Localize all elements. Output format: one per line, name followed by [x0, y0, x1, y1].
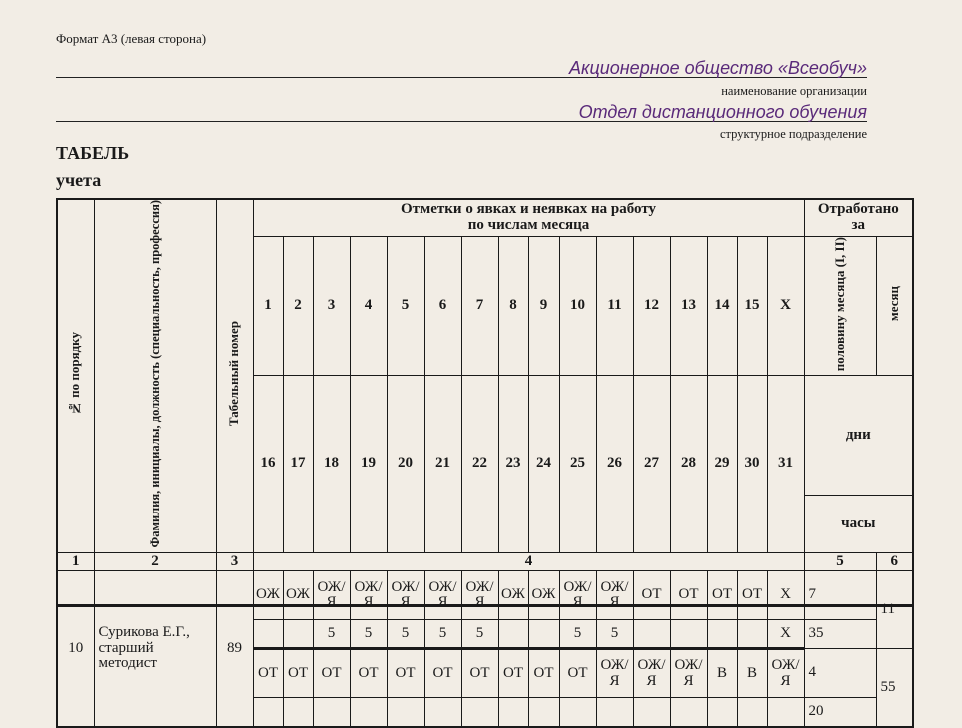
hours-cell	[707, 620, 737, 649]
colnum-3: 3	[216, 553, 253, 571]
hours-cell	[737, 620, 767, 649]
col-header-marks: Отметки о явках и неявках на работу по числам месяца	[253, 199, 804, 236]
hours-cell	[737, 698, 767, 727]
attendance-code-cell: ОЖ	[498, 571, 528, 620]
day-header-first: X	[767, 236, 804, 376]
colnum-6: 6	[876, 553, 913, 571]
attendance-code-cell: ОЖ	[253, 571, 283, 620]
attendance-code-cell: ОТ	[737, 571, 767, 620]
day-header-second: 19	[350, 376, 387, 553]
hours-cell	[528, 698, 559, 727]
day-header-second: 21	[424, 376, 461, 553]
attendance-code-cell: ОТ	[387, 649, 424, 698]
attendance-code-cell: ОТ	[559, 649, 596, 698]
day-header-second: 20	[387, 376, 424, 553]
day-header-first: 9	[528, 236, 559, 376]
day-header-second: 16	[253, 376, 283, 553]
month-hours: 55	[876, 649, 913, 727]
day-header-first: 12	[633, 236, 670, 376]
hours-cell: 5	[313, 620, 350, 649]
day-header-second: 18	[313, 376, 350, 553]
hours-cell	[253, 620, 283, 649]
day-header-second: 17	[283, 376, 313, 553]
day-header-first: 13	[670, 236, 707, 376]
hours-cell	[253, 698, 283, 727]
hours-cell	[633, 620, 670, 649]
day-header-second: 24	[528, 376, 559, 553]
day-header-first: 11	[596, 236, 633, 376]
colnum-4: 4	[253, 553, 804, 571]
hours-cell	[633, 698, 670, 727]
attendance-code-cell: ОТ	[707, 571, 737, 620]
day-header-first: 7	[461, 236, 498, 376]
hours-cell	[767, 698, 804, 727]
employee-name: Сурикова Е.Г., старший методист	[94, 571, 216, 727]
organization-name: Акционерное общество «Всеобуч»	[568, 58, 867, 78]
hours-cell	[461, 698, 498, 727]
day-header-second: 25	[559, 376, 596, 553]
attendance-code-cell: ОЖ	[528, 571, 559, 620]
attendance-code-cell: ОЖ/ Я	[767, 649, 804, 698]
day-header-second: 29	[707, 376, 737, 553]
day-header-first: 3	[313, 236, 350, 376]
col-header-month: месяц	[876, 236, 913, 376]
day-header-first: 8	[498, 236, 528, 376]
col-header-name: Фамилия, инициалы, должность (специальность, профессия)	[94, 199, 216, 553]
department-caption: структурное подразделение	[719, 127, 867, 141]
day-header-second: 28	[670, 376, 707, 553]
hours-cell: 5	[596, 620, 633, 649]
col-header-half: половину месяца (I, II)	[804, 236, 876, 376]
day-header-second: 26	[596, 376, 633, 553]
table-bottom-rule	[56, 604, 914, 607]
attendance-code-cell: ОЖ/ Я	[633, 649, 670, 698]
employee-tabnum: 89	[216, 571, 253, 727]
attendance-code-cell: ОТ	[253, 649, 283, 698]
attendance-code-cell: ОТ	[283, 649, 313, 698]
hours-cell	[313, 698, 350, 727]
attendance-code-cell: ОЖ/ Я	[387, 571, 424, 620]
hours-cell	[498, 698, 528, 727]
attendance-code-cell: ОТ	[633, 571, 670, 620]
hours-cell	[528, 620, 559, 649]
attendance-code-cell: ОЖ/ Я	[461, 571, 498, 620]
organization-caption: наименование организации	[721, 84, 867, 98]
day-header-first: 15	[737, 236, 767, 376]
day-header-first: 2	[283, 236, 313, 376]
hours-cell	[283, 620, 313, 649]
attendance-code-cell: ОТ	[528, 649, 559, 698]
day-header-first: 10	[559, 236, 596, 376]
attendance-code-cell: ОЖ/ Я	[350, 571, 387, 620]
hours-cell: 5	[350, 620, 387, 649]
hours-cell	[350, 698, 387, 727]
hours-cell: Х	[767, 620, 804, 649]
day-header-second: 23	[498, 376, 528, 553]
col-header-worked: Отработано за	[804, 199, 913, 236]
employee-num: 10	[57, 571, 94, 727]
attendance-code-cell: ОТ	[498, 649, 528, 698]
attendance-code-cell: ОЖ/ Я	[559, 571, 596, 620]
format-note: Формат А3 (левая сторона)	[56, 31, 207, 46]
day-header-second: 22	[461, 376, 498, 553]
attendance-code-cell: ОТ	[670, 571, 707, 620]
half2-days: 4	[804, 649, 876, 698]
colnum-2: 2	[94, 553, 216, 571]
day-header-second: 27	[633, 376, 670, 553]
day-header-first: 14	[707, 236, 737, 376]
timesheet-table	[56, 198, 914, 728]
hours-cell	[670, 620, 707, 649]
day-header-first: 6	[424, 236, 461, 376]
hours-cell: 5	[559, 620, 596, 649]
colnum-1: 1	[57, 553, 94, 571]
day-header-second: 30	[737, 376, 767, 553]
hours-cell	[283, 698, 313, 727]
half2-hours: 20	[804, 698, 876, 727]
day-header-first: 5	[387, 236, 424, 376]
hours-cell: 5	[461, 620, 498, 649]
department-name: Отдел дистанционного обучения	[578, 102, 867, 122]
attendance-code-cell: ОЖ/ Я	[596, 649, 633, 698]
attendance-code-cell: ОЖ/ Я	[313, 571, 350, 620]
day-header-first: 4	[350, 236, 387, 376]
hours-cell	[670, 698, 707, 727]
hours-cell: 5	[387, 620, 424, 649]
hours-cell	[596, 698, 633, 727]
day-header-second: 31	[767, 376, 804, 553]
colnum-5: 5	[804, 553, 876, 571]
hours-cell	[559, 698, 596, 727]
half1-days: 7	[804, 571, 876, 620]
half1-hours: 35	[804, 620, 876, 649]
attendance-code-cell: ОТ	[313, 649, 350, 698]
attendance-code-cell: ОЖ	[283, 571, 313, 620]
hours-cell	[424, 698, 461, 727]
hours-cell	[387, 698, 424, 727]
hours-cell	[707, 698, 737, 727]
attendance-code-cell: В	[737, 649, 767, 698]
attendance-code-cell: ОЖ/ Я	[424, 571, 461, 620]
attendance-code-cell: ОЖ/ Я	[596, 571, 633, 620]
attendance-code-cell: ОТ	[424, 649, 461, 698]
month-days: 11	[876, 571, 913, 649]
document-subtitle: учета	[56, 170, 102, 190]
hours-cell: 5	[424, 620, 461, 649]
hours-cell	[498, 620, 528, 649]
document-title: ТАБЕЛЬ	[56, 143, 130, 163]
attendance-code-cell: ОТ	[350, 649, 387, 698]
hours-label: часы	[804, 496, 913, 553]
attendance-code-cell: Х	[767, 571, 804, 620]
attendance-code-cell: ОТ	[461, 649, 498, 698]
days-label: дни	[804, 376, 913, 496]
attendance-code-cell: ОЖ/ Я	[670, 649, 707, 698]
col-header-tabnum: Табельный номер	[216, 199, 253, 553]
col-header-num: № по порядку	[57, 199, 94, 553]
attendance-code-cell: В	[707, 649, 737, 698]
day-header-first: 1	[253, 236, 283, 376]
